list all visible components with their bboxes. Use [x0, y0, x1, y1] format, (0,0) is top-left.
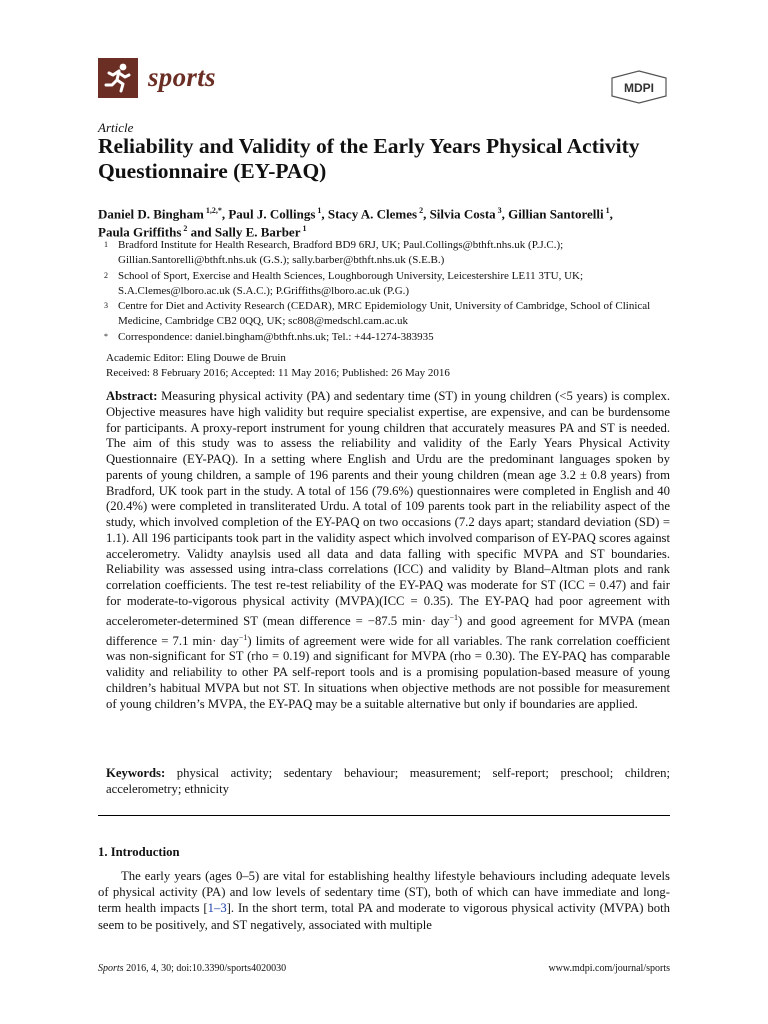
abstract-text: Measuring physical activity (PA) and sedentary time (ST) in young children (<5 years) is complex. Objective measures have high validity but require specialist expertise, are expensive, and can be burdensome for participants. A proxy-report instrument for young children that accurately measures PA and ST is needed. The aim of this study was to assess the reliability and validity of the Early Years Physical Activity Questionnaire (EY-PAQ). In a setting where English and Urdu are the predominant languages spoken by parents of young children, a sample of 196 parents and their young children (mean age 3.2 ± 0.8 years) from Bradford, UK took part in the study. A total of 156 (79.6%) questionnaires were completed in English and 40 (20.4%) were completed in transliterated Urdu. A total of 109 parents took part in the reliability aspect of the study, which involved completion of the EY-PAQ on two occasions (7.2 days apart; standard deviation (SD) = 1.1). All 196 participants took part in the validity aspect which involved comparison of EY-PAQ scores against accelerometry. Validty anaylsis used all data and data falling with specific MVPA and ST boundaries. Reliability was assessed using intra-class correlations (ICC) and validity by Bland–Altman plots and rank correlation coefficients. The test re-test reliability of the EY-PAQ was moderate for ST (ICC = 0.47) and fair for moderate-to-vigorous physical activity (MVPA)(ICC = 0.35). The EY-PAQ had poor agreement with accelerometer-determined ST (mean difference = −87.5 min· day$^{-1}$) and good agreement for MVPA (mean difference = 7.1 min· day$^{-1}$) limits of agreement were wide for all variables. The rank correlation coefficient was non-significant for ST (rho = 0.19) and significant for MVPA (rho = 0.30). The EY-PAQ has comparable validity and reliability to other PA self-report tools and is a promising population-based measure of young children’s habitual MVPA but not ST. In situations when objective methods are not possible for measurement of young children’s MVPA, the EY-PAQ may be a suitable alternative but only if boundaries are applied. [106, 389, 671, 711]
affiliation-item [98, 299, 678, 330]
author-affiliation-marker: 1 [603, 206, 610, 215]
keywords-text: physical activity; sedentary behaviour; measurement; self-report; preschool; children; accelerometry; ethnicity [106, 766, 670, 796]
author-separator: , [221, 206, 229, 222]
author-affiliation-marker: 3 [495, 206, 502, 215]
author-affiliation-marker: 2 [181, 224, 188, 234]
author-name: Daniel D. Bingham [98, 206, 204, 222]
author-affiliation-marker: 1 [315, 206, 322, 215]
affiliation-number: 2 [104, 270, 108, 280]
author-name: Paula Griffiths [98, 224, 182, 240]
author-name: Silvia Costa [429, 206, 496, 222]
citation-link[interactable]: 1–3 [207, 901, 227, 916]
section-heading: 1. Introduction [98, 845, 180, 859]
publisher-logo [608, 70, 670, 104]
author-separator: and [187, 224, 215, 240]
author-separator: , [501, 206, 509, 222]
author-name: Paul J. Collings [228, 206, 316, 222]
footer-url[interactable]: www.mdpi.com/journal/sports [548, 963, 670, 974]
affiliation-text: Bradford Institute for Health Research, Bradford BD9 6RJ, UK; Paul.Collings@bthft.nhs.uk (P.J.C.); Gillian.Santorelli@bthft.nhs.uk (G.S.); sally.barber@bthft.nhs.uk (S.E.B.) [118, 239, 564, 267]
author-affiliation-marker: 1,2,* [203, 206, 222, 215]
publication-dates: Received: 8 February 2016; Accepted: 11 May 2016; Published: 26 May 2016 [106, 367, 450, 379]
intro-paragraph [98, 868, 670, 933]
abstract-label: Abstract: [106, 389, 158, 403]
journal-name: sports [148, 62, 216, 92]
divider [98, 815, 670, 816]
journal-logo [98, 58, 138, 98]
runner-icon [98, 58, 138, 98]
affiliation-item [98, 269, 678, 300]
affiliation-number: 3 [104, 301, 108, 311]
author-list [98, 203, 678, 240]
footer-citation-text: 2016, 4, 30; doi:10.3390/sports4020030 [126, 963, 287, 974]
page-title: Reliability and Validity of the Early Years Physical Activity Questionnaire (EY-PAQ) [98, 134, 640, 183]
keywords [106, 766, 670, 798]
mdpi-logo-icon [608, 70, 670, 104]
author-separator: , [321, 206, 328, 222]
intro-text-before: The early years (ages 0–5) are vital for establishing healthy lifestyle behaviours including adequate levels of physical activity (PA) and low levels of sedentary time (ST), both of which can have immediate and long-term health impacts [ [98, 869, 670, 916]
author-affiliation-marker: 2 [417, 206, 424, 215]
author-separator: , [423, 206, 430, 222]
affiliation-number: * [104, 331, 108, 341]
footer-journal: Sports [98, 963, 124, 974]
academic-editor: Academic Editor: Eling Douwe de Bruin [106, 352, 286, 364]
author-name: Sally E. Barber [214, 224, 301, 240]
article-type: Article [98, 120, 134, 135]
affiliation-item [98, 238, 678, 269]
affiliation-item [98, 330, 678, 345]
affiliation-text: School of Sport, Exercise and Health Sciences, Loughborough University, Leicestershire LE11 3TU, UK; S.A.Clemes@lboro.ac.uk (S.A.C.); P.Griffiths@lboro.ac.uk (P.G.) [118, 269, 584, 297]
publisher-name: MDPI [624, 81, 654, 95]
affiliation-number: 1 [104, 240, 108, 249]
author-separator: , [609, 206, 613, 222]
affiliation-list [98, 238, 678, 345]
affiliation-text: Centre for Diet and Activity Research (CEDAR), MRC Epidemiology Unit, University of Cambridge, School of Clinical Medicine, Cambridge CB2 0QQ, UK; sc808@medschl.cam.ac.uk [118, 300, 651, 328]
affiliation-text: Correspondence: daniel.bingham@bthft.nhs.uk; Tel.: +44-1274-383935 [118, 330, 434, 343]
author-name: Gillian Santorelli [508, 206, 604, 222]
author-affiliation-marker: 1 [300, 224, 307, 234]
intro-text-after: ]. In the short term, total PA and moderate to vigorous physical activity (MVPA) both seem to be positively, and ST negatively, associated with multiple [98, 901, 670, 932]
footer-citation [98, 963, 286, 974]
author-name: Stacy A. Clemes [327, 206, 418, 222]
keywords-label: Keywords: [106, 766, 166, 780]
abstract [106, 389, 670, 712]
